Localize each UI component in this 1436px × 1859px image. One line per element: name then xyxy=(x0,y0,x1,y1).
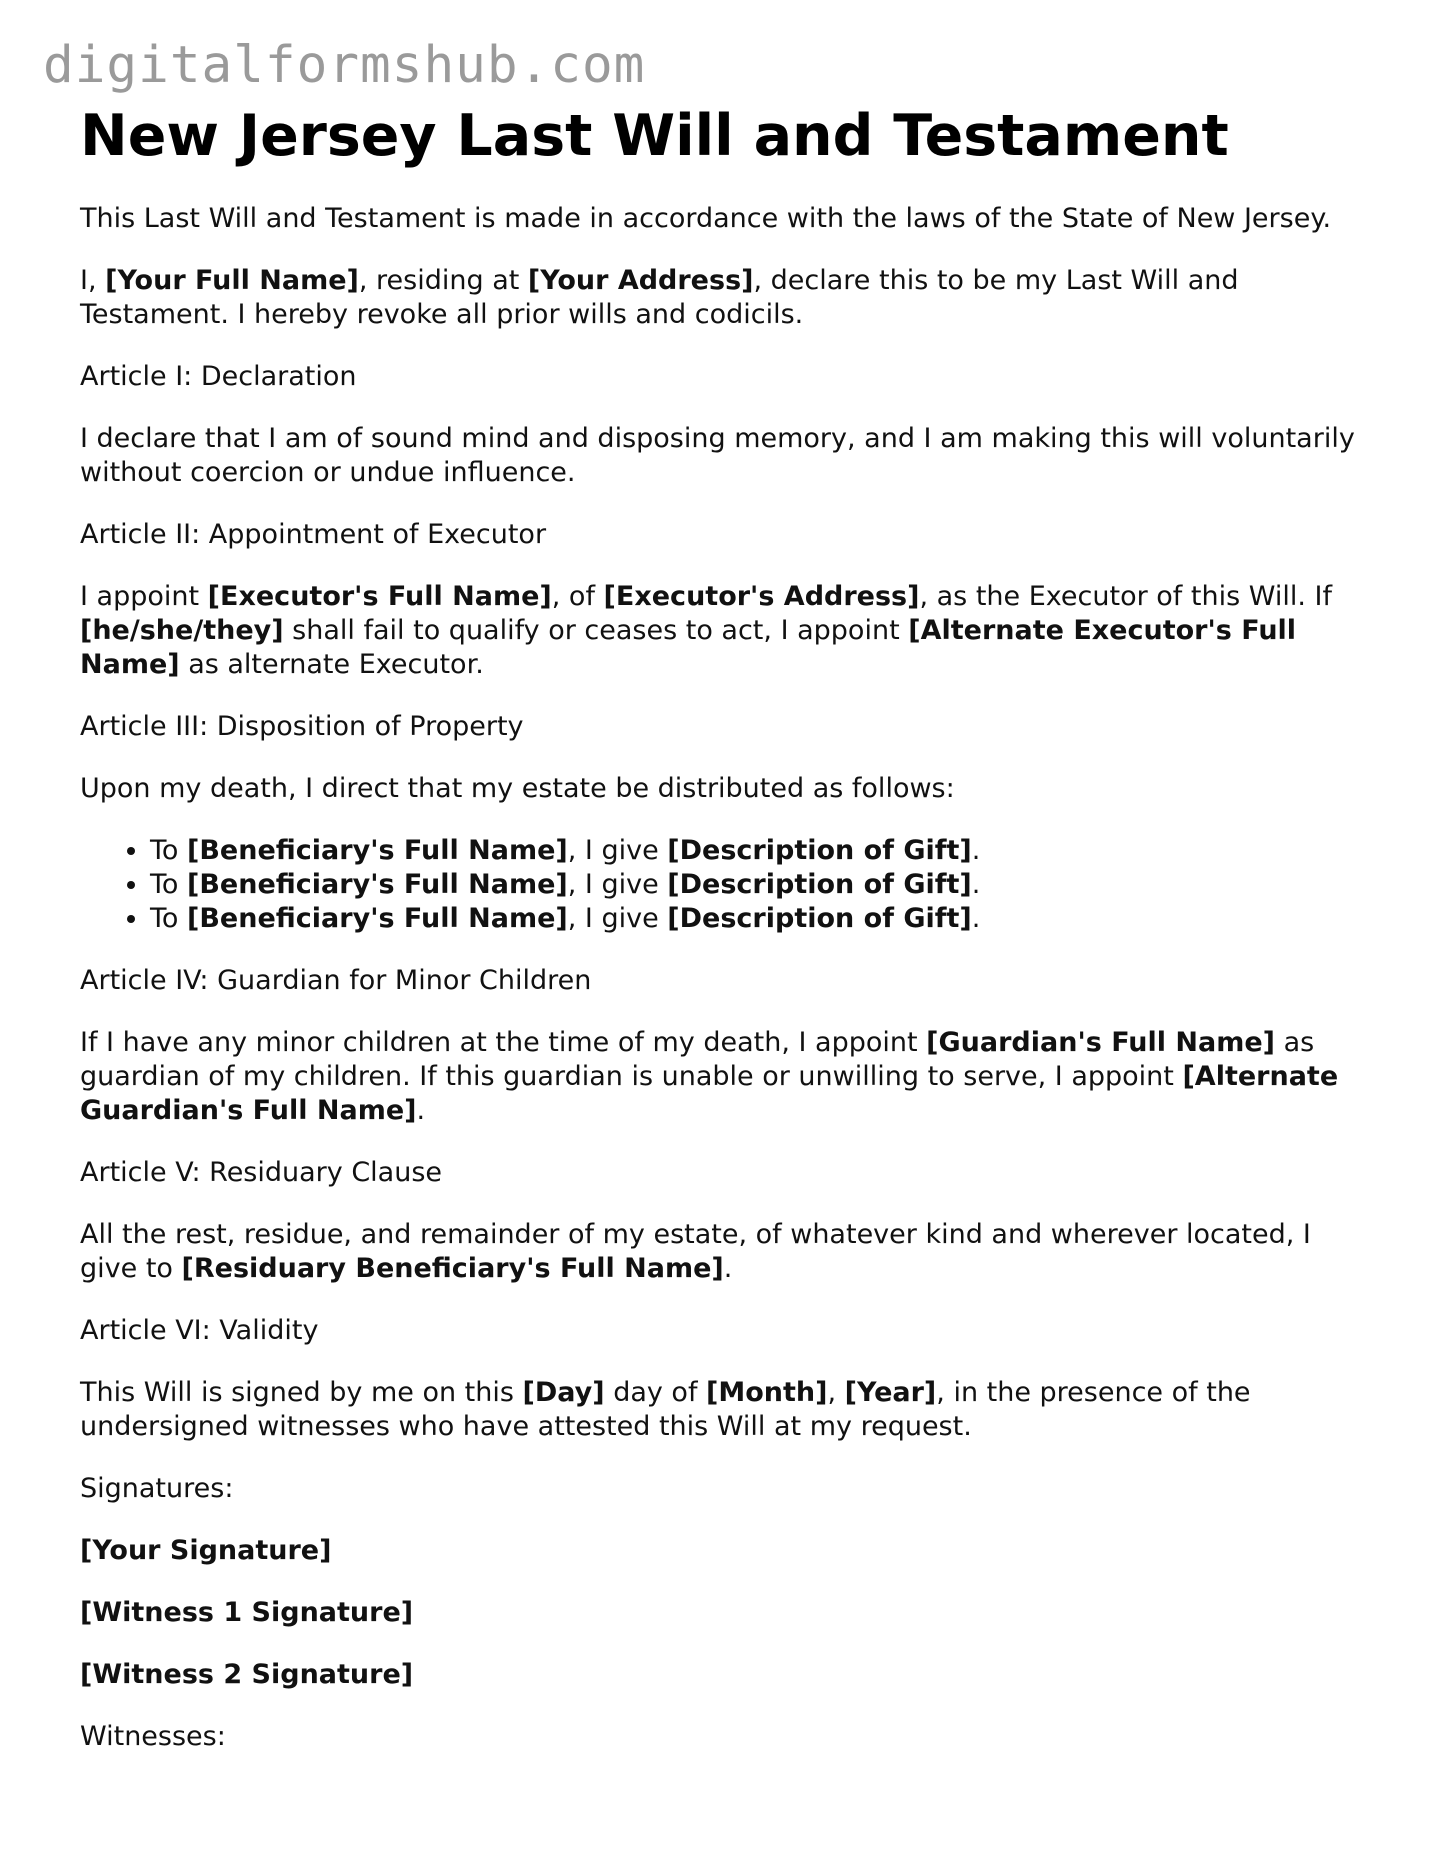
article-2-heading: Article II: Appointment of Executor xyxy=(80,519,547,550)
month-placeholder: [Month] xyxy=(706,1377,828,1408)
list-item: • To [Beneficiary's Full Name], I give [Description of Gift]. xyxy=(150,868,1370,902)
gift-placeholder: [Description of Gift] xyxy=(667,835,972,866)
signatures-heading: Signatures: xyxy=(80,1473,234,1504)
beneficiary-placeholder: [Beneficiary's Full Name] xyxy=(187,835,568,866)
article-2-text: I appoint [Executor's Full Name], of [Executor's Address], as the Executor of this Will. If [he/she/they] shall fail to qualify or ceases to act, I appoint [Alternate Executor's Full Name] as alternate Executor. xyxy=(80,581,1332,680)
pronoun-placeholder: [he/she/they] xyxy=(80,615,284,646)
residuary-beneficiary-placeholder: [Residuary Beneficiary's Full Name] xyxy=(181,1253,724,1284)
article-4-heading: Article IV: Guardian for Minor Children xyxy=(80,965,592,996)
article-5-text: All the rest, residue, and remainder of my estate, of whatever kind and wherever located, I give to [Residuary Beneficiary's Full Name]. xyxy=(80,1219,1311,1284)
article-5-heading: Article V: Residuary Clause xyxy=(80,1157,443,1188)
watermark: digitalformshub.com xyxy=(43,36,646,95)
article-3-heading: Article III: Disposition of Property xyxy=(80,711,524,742)
document-body xyxy=(80,202,1370,1754)
beneficiary-placeholder: [Beneficiary's Full Name] xyxy=(187,869,568,900)
executor-address-placeholder: [Executor's Address] xyxy=(603,581,920,612)
article-3-text: Upon my death, I direct that my estate be distributed as follows: xyxy=(80,773,955,804)
alternate-guardian-placeholder: [Alternate Guardian's Full Name] xyxy=(80,1061,1339,1126)
gift-placeholder: [Description of Gift] xyxy=(667,903,972,934)
year-placeholder: [Year] xyxy=(844,1377,937,1408)
day-placeholder: [Day] xyxy=(522,1377,605,1408)
witnesses-heading: Witnesses: xyxy=(80,1721,226,1752)
intro-paragraph: This Last Will and Testament is made in accordance with the laws of the State of New Jersey. xyxy=(80,203,1332,234)
beneficiary-placeholder: [Beneficiary's Full Name] xyxy=(187,903,568,934)
guardian-placeholder: [Guardian's Full Name] xyxy=(926,1027,1276,1058)
article-1-heading: Article I: Declaration xyxy=(80,361,357,392)
witness-1-signature-placeholder: [Witness 1 Signature] xyxy=(80,1597,414,1628)
list-item: • To [Beneficiary's Full Name], I give [Description of Gift]. xyxy=(150,902,1370,936)
declaration-paragraph: I, [Your Full Name], residing at [Your Address], declare this to be my Last Will and Testament. I hereby revoke all prior wills and codicils. xyxy=(80,265,1239,330)
your-signature-placeholder: [Your Signature] xyxy=(80,1535,332,1566)
document-page xyxy=(80,100,1370,1782)
article-4-text: If I have any minor children at the time of my death, I appoint [Guardian's Full Name] as guardian of my children. If this guardian is unable or unwilling to serve, I appoint [Alternate Guardian's Full Name]. xyxy=(80,1027,1339,1126)
document-title: New Jersey Last Will and Testament xyxy=(80,103,1229,169)
alternate-executor-placeholder: [Alternate Executor's Full Name] xyxy=(80,615,1297,680)
gift-list xyxy=(80,834,1370,936)
your-full-name-placeholder: [Your Full Name] xyxy=(105,265,359,296)
article-1-text: I declare that I am of sound mind and disposing memory, and I am making this will voluntarily without coercion or undue influence. xyxy=(80,423,1355,488)
executor-name-placeholder: [Executor's Full Name] xyxy=(207,581,552,612)
article-6-heading: Article VI: Validity xyxy=(80,1315,319,1346)
article-6-text: This Will is signed by me on this [Day] day of [Month], [Year], in the presence of the undersigned witnesses who have attested this Will at my request. xyxy=(80,1377,1251,1442)
list-item: • To [Beneficiary's Full Name], I give [Description of Gift]. xyxy=(150,834,1370,868)
your-address-placeholder: [Your Address] xyxy=(527,265,754,296)
witness-2-signature-placeholder: [Witness 2 Signature] xyxy=(80,1659,414,1690)
gift-placeholder: [Description of Gift] xyxy=(667,869,972,900)
